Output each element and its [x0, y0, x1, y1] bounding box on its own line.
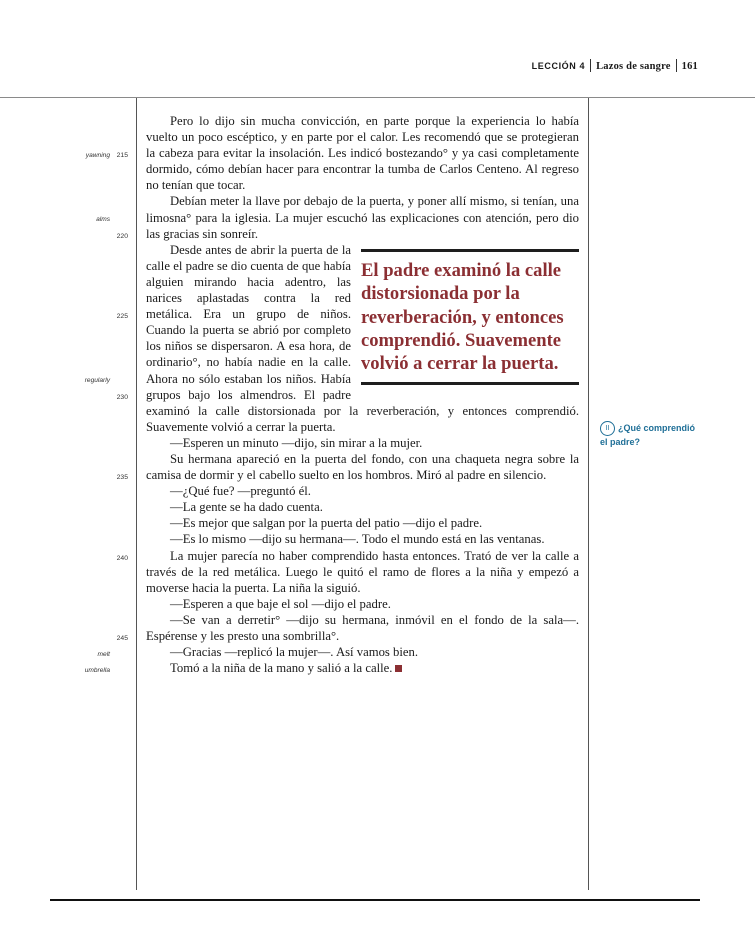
- gloss-melt: melt: [97, 651, 110, 658]
- running-header: [532, 60, 698, 73]
- pull-quote: [361, 249, 579, 385]
- dialogue-line: —La gente se ha dado cuenta.: [170, 500, 323, 515]
- lesson-label: LECCIÓN 4: [531, 60, 586, 71]
- line-number: 235: [116, 474, 128, 481]
- footer-rule: [50, 899, 700, 901]
- dialogue-line: —Se van a derretir° —dijo su hermana, inmóvil en el fondo de la sala—. Espérense y les presto una sombrilla°.: [146, 612, 579, 643]
- dialogue-line: —Esperen un minuto —dijo, sin mirar a la mujer.: [170, 435, 423, 450]
- end-mark-icon: [395, 665, 402, 672]
- left-margin-rule: [136, 98, 137, 890]
- dialogue-line: —¿Qué fue? —preguntó él.: [170, 484, 311, 499]
- final-paragraph: [146, 660, 579, 676]
- header-divider: [676, 59, 677, 72]
- paragraph: Desde antes de abrir la puerta de la calle el padre se dio cuenta de que había alguien mirando hacia adentro, las narices aplastadas contra la red metálica. Era un grupo de niños. Cuando la puerta se abrió por completo los niños se dispersaron. A esa hora, de ordinario°, no había nadie en la calle. Ahora no sólo estaban los niños. Había grupos bajo los almendros. El padre examinó la calle distorsionada por la reverberación, y entonces comprendió. Suavemente volvió a cerrar la puerta.: [146, 242, 579, 434]
- gloss-yawning: yawning: [85, 152, 110, 159]
- line-number: 215: [116, 152, 128, 159]
- story-text: [146, 113, 579, 676]
- paragraph: La mujer parecía no haber comprendido hasta entonces. Trató de ver la calle a través de la red metálica. Luego le quitó el ramo de flores a la niña y empezó a moverse hacia la puerta. La niña la siguió.: [146, 548, 579, 595]
- dialogue-line: —Es mejor que salgan por la puerta del patio —dijo el padre.: [170, 516, 483, 531]
- line-number: 245: [116, 635, 128, 642]
- header-divider: [590, 59, 591, 72]
- pull-quote-rule-bottom: [361, 382, 579, 385]
- line-number: 230: [116, 394, 128, 401]
- section-badge-icon: II: [600, 421, 615, 436]
- page-number: 161: [681, 60, 698, 72]
- comprehension-question: [600, 421, 700, 448]
- gloss-regularly: regularly: [84, 377, 110, 384]
- line-number: 240: [116, 555, 128, 562]
- paragraph: Pero lo dijo sin mucha convicción, en parte porque la experiencia lo había vuelto un poco escéptico, y en parte por el calor. Les recomendó que se protegieran la cabeza para evitar la insolación. Les indicó bostezando° y ya casi completamente dormido, cómo debían hacer para encontrar la tumba de Carlos Centeno. Al regreso no tenían que tocar.: [146, 114, 579, 193]
- question-text: ¿Qué comprendió el padre?: [600, 422, 696, 447]
- dialogue-line: —Gracias —replicó la mujer—. Así vamos bien.: [170, 645, 419, 660]
- pull-quote-text: El padre examinó la calle distorsionada por la reverberación, y entonces comprendió. Suavemente volvió a cerrar la puerta.: [361, 259, 564, 375]
- lesson-title: Lazos de sangre: [596, 60, 671, 72]
- right-margin-rule: [588, 98, 589, 890]
- line-number: 220: [116, 233, 128, 240]
- dialogue-line: —Es lo mismo —dijo su hermana—. Todo el mundo está en las ventanas.: [170, 532, 545, 547]
- gloss-umbrella: umbrella: [84, 667, 110, 674]
- paragraph: Debían meter la llave por debajo de la puerta, y poner allí mismo, si tenían, una limosna° para la iglesia. La mujer escuchó las explicaciones con atención, pero dio las gracias sin sonreír.: [146, 194, 579, 241]
- paragraph: Su hermana apareció en la puerta del fondo, con una chaqueta negra sobre la camisa de dormir y el cabello suelto en los hombros. Miró al padre en silencio.: [146, 451, 579, 483]
- final-paragraph-text: Tomó a la niña de la mano y salió a la calle.: [170, 661, 393, 676]
- line-number: 225: [116, 313, 128, 320]
- gloss-alms: alms: [96, 216, 110, 223]
- header-rule: [0, 97, 755, 98]
- dialogue-line: —Esperen a que baje el sol —dijo el padre.: [170, 596, 391, 611]
